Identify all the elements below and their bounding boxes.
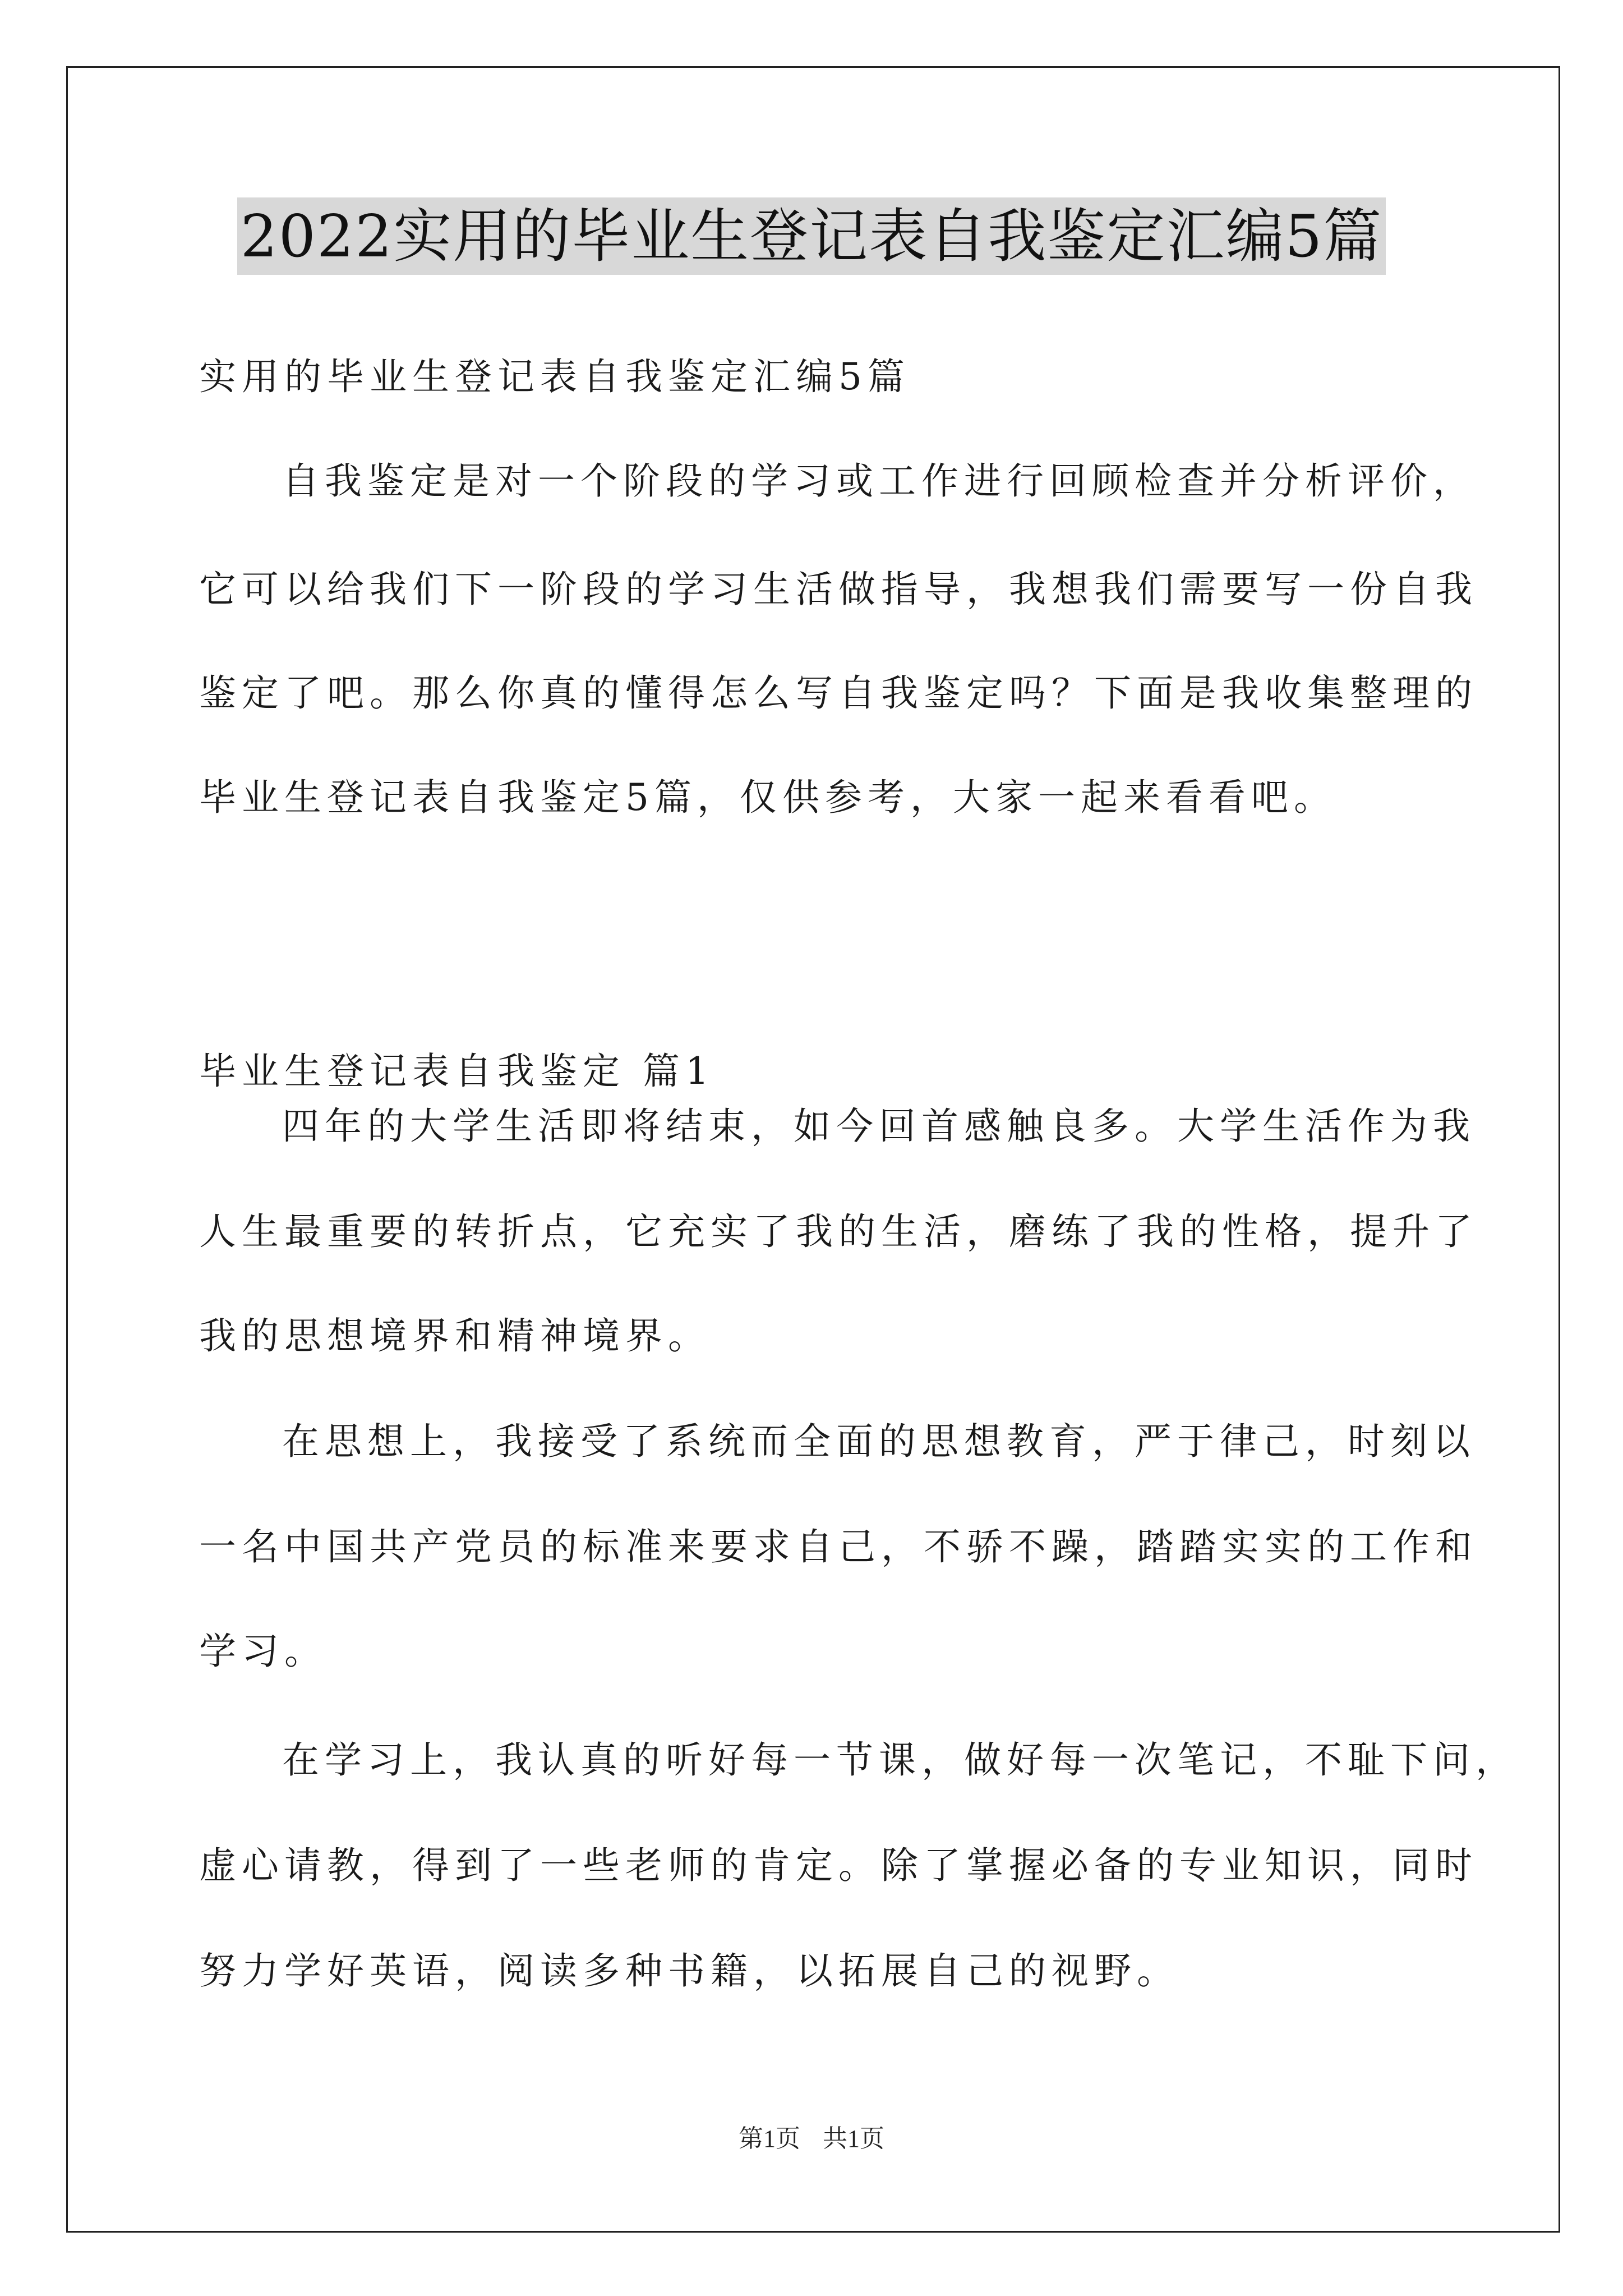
title-container (0, 197, 1623, 275)
intro-line-2: 它可以给我们下一阶段的学习生活做指导，我想我们需要写一份自我 (199, 568, 1478, 611)
body-line-5: 一名中国共产党员的标准来要求自己，不骄不躁，踏踏实实的工作和 (199, 1525, 1478, 1568)
body-line-9: 努力学好英语，阅读多种书籍，以拓展自己的视野。 (199, 1949, 1179, 1993)
body-line-8: 虚心请教，得到了一些老师的肯定。除了掌握必备的专业知识，同时 (199, 1844, 1478, 1887)
page-footer (0, 2123, 1623, 2155)
intro-line-4: 毕业生登记表自我鉴定5篇，仅供参考，大家一起来看看吧。 (199, 776, 1336, 819)
section-heading: 毕业生登记表自我鉴定 篇1 (199, 1050, 714, 1093)
page-number: 第1页 (739, 2125, 800, 2152)
intro-line-1: 自我鉴定是对一个阶段的学习或工作进行回顾检查并分析评价， (282, 459, 1476, 503)
document-subtitle: 实用的毕业生登记表自我鉴定汇编5篇 (199, 355, 910, 398)
intro-line-3: 鉴定了吧。那么你真的懂得怎么写自我鉴定吗？下面是我收集整理的 (199, 671, 1478, 715)
body-line-3: 我的思想境界和精神境界。 (199, 1314, 711, 1358)
body-line-1: 四年的大学生活即将结束，如今回首感触良多。大学生活作为我 (282, 1105, 1476, 1148)
body-line-7: 在学习上，我认真的听好每一节课，做好每一次笔记，不耻下问， (282, 1738, 1518, 1782)
page-total: 共1页 (823, 2125, 884, 2152)
body-line-4: 在思想上，我接受了系统而全面的思想教育，严于律己，时刻以 (282, 1420, 1476, 1463)
body-line-2: 人生最重要的转折点，它充实了我的生活，磨练了我的性格，提升了 (199, 1210, 1478, 1253)
document-title: 2022实用的毕业生登记表自我鉴定汇编5篇 (237, 197, 1386, 275)
body-line-6: 学习。 (199, 1630, 327, 1673)
